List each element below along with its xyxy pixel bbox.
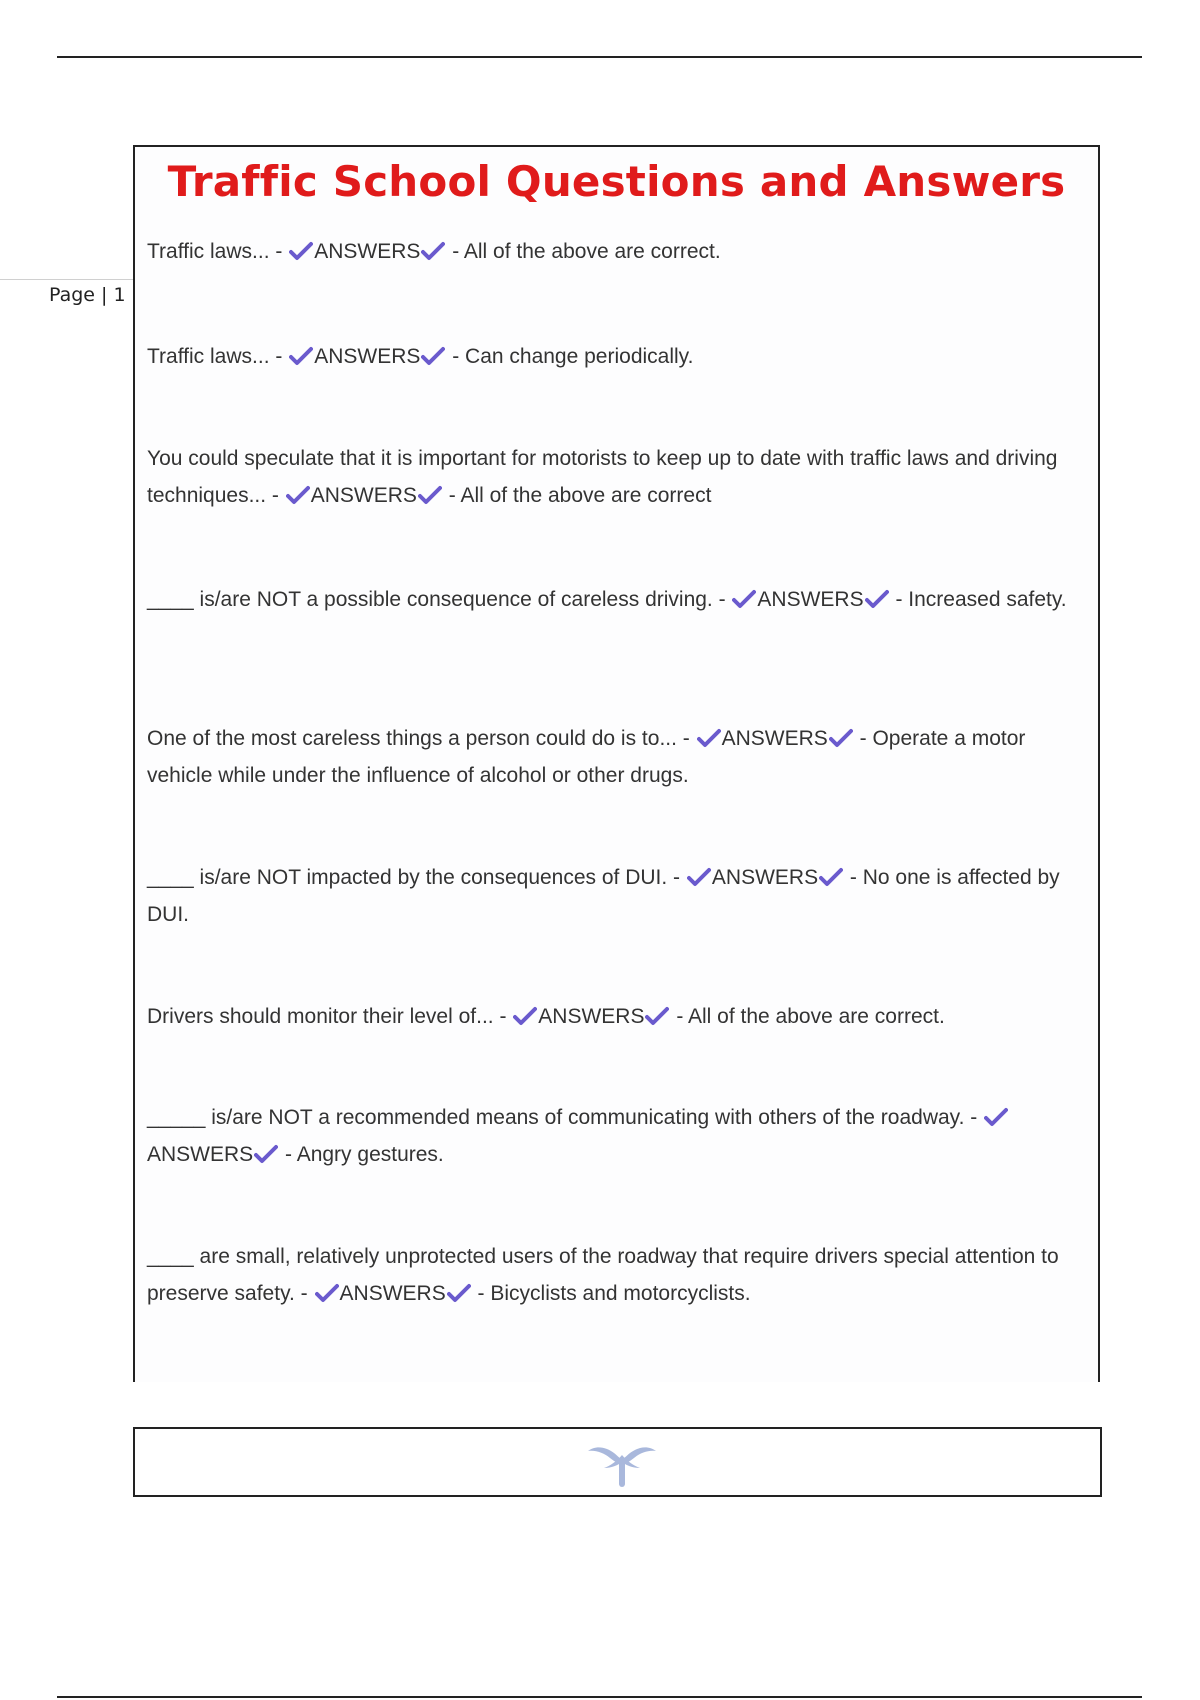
- header-rule: [57, 56, 1142, 58]
- answer-marker: ANSWERS: [711, 866, 819, 889]
- document-title: Traffic School Questions and Answers: [167, 157, 1066, 206]
- checkmark-icon: [645, 1006, 669, 1026]
- answer-marker: ANSWERS: [339, 1282, 446, 1305]
- qa-item: [147, 720, 1087, 794]
- checkmark-icon: [418, 485, 442, 505]
- checkmark-icon: [865, 589, 889, 609]
- checkmark-icon: [286, 485, 310, 505]
- checkmark-icon: [254, 1144, 278, 1164]
- question-text: ____ are small, relatively unprotected users of the roadway that require drivers special attention to preserve safety. -: [147, 1245, 1059, 1305]
- question-text: Traffic laws... -: [147, 345, 289, 368]
- checkmark-icon: [687, 867, 711, 887]
- checkmark-icon: [819, 867, 843, 887]
- checkmark-icon: [829, 728, 853, 748]
- answer-marker: ANSWERS: [310, 484, 417, 507]
- qa-item: [147, 1238, 1087, 1312]
- answer-text: - All of the above are correct: [442, 484, 712, 507]
- checkmark-icon: [315, 1283, 339, 1303]
- checkmark-icon: [421, 241, 445, 261]
- question-text: Drivers should monitor their level of... -: [147, 1005, 513, 1028]
- qa-item: [147, 998, 1087, 1035]
- question-text: ____ is/are NOT impacted by the consequences of DUI. -: [147, 866, 686, 889]
- checkmark-icon: [289, 241, 313, 261]
- answer-text: - No one is affected by DUI.: [147, 866, 1060, 926]
- qa-item: [147, 338, 1087, 375]
- answer-marker: ANSWERS: [538, 1005, 645, 1028]
- answer-marker: ANSWERS: [757, 588, 864, 611]
- answer-marker: ANSWERS: [314, 345, 421, 368]
- qa-item: [147, 1099, 1087, 1173]
- qa-item: [147, 233, 1087, 270]
- footer-rule: [57, 1696, 1142, 1698]
- question-text: ____ is/are NOT a possible consequence of careless driving. -: [147, 588, 732, 611]
- answer-marker: ANSWERS: [147, 1143, 254, 1166]
- question-text: You could speculate that it is important for motorists to keep up to date with traffic laws and driving techniques... -: [147, 447, 1058, 507]
- answer-text: - Angry gestures.: [279, 1143, 444, 1166]
- question-text: _____ is/are NOT a recommended means of communicating with others of the roadway. -: [147, 1106, 984, 1129]
- answer-text: - All of the above are correct.: [446, 240, 721, 263]
- checkmark-icon: [447, 1283, 471, 1303]
- document-content: [133, 145, 1100, 1382]
- checkmark-icon: [421, 346, 445, 366]
- qa-item: [147, 581, 1087, 618]
- checkmark-icon: [984, 1107, 1008, 1127]
- checkmark-icon: [697, 728, 721, 748]
- brand-logo-icon: [582, 1441, 662, 1491]
- checkmark-icon: [513, 1006, 537, 1026]
- qa-item: [147, 440, 1087, 514]
- answer-text: - Bicyclists and motorcyclists.: [471, 1282, 751, 1305]
- answer-marker: ANSWERS: [721, 727, 828, 750]
- answer-text: - Can change periodically.: [446, 345, 694, 368]
- question-text: Traffic laws... -: [147, 240, 289, 263]
- qa-item: [147, 859, 1087, 933]
- checkmark-icon: [289, 346, 313, 366]
- footer-box: [133, 1427, 1102, 1497]
- answer-text: - All of the above are correct.: [670, 1005, 945, 1028]
- checkmark-icon: [732, 589, 756, 609]
- margin-rule: [0, 279, 133, 280]
- answer-text: - Increased safety.: [889, 588, 1067, 611]
- answer-marker: ANSWERS: [314, 240, 421, 263]
- page-number-label: Page | 1: [49, 284, 126, 306]
- answer-text: - Operate a motor vehicle while under the influence of alcohol or other drugs.: [147, 727, 1026, 787]
- question-text: One of the most careless things a person could do is to... -: [147, 727, 696, 750]
